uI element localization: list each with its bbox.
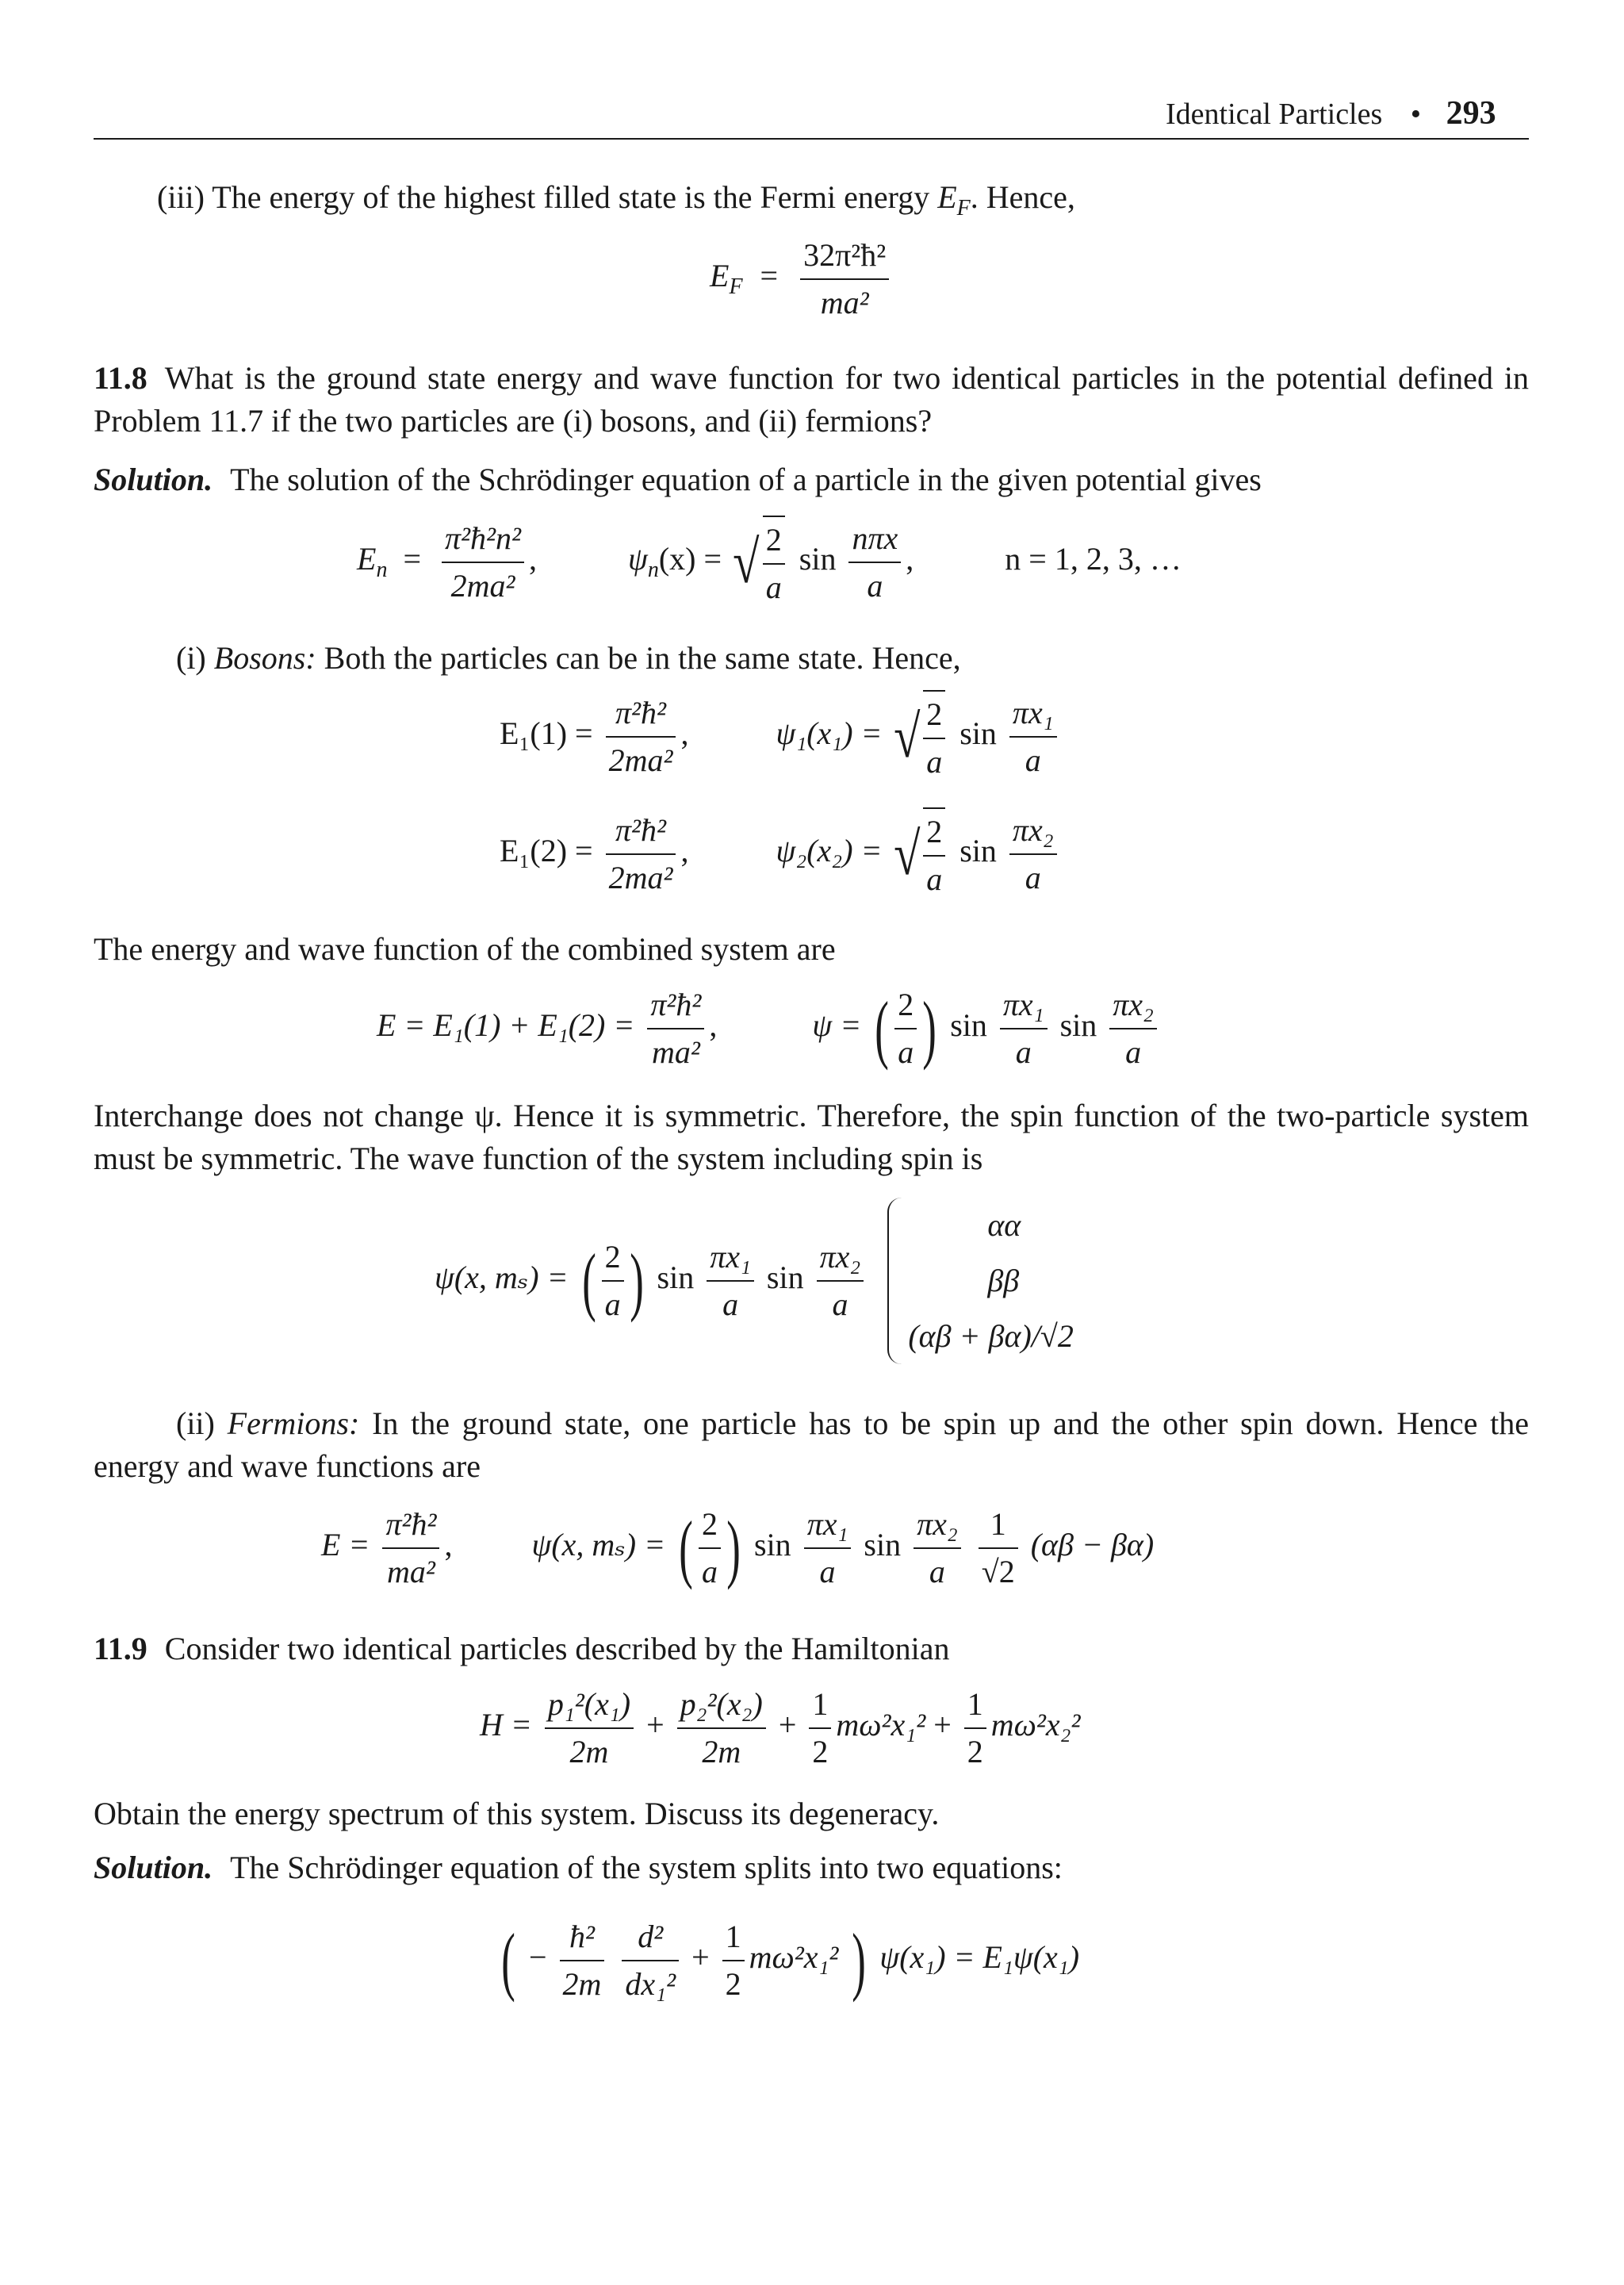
fraction: $\frac{\text{32π²ħ²}}{\text{ma²}}$: [800, 234, 889, 324]
header-title: Identical Particles: [1166, 98, 1383, 131]
solution-1: Solution. The solution of the Schrödinger equation of a particle in the given potential gives: [94, 462, 1262, 497]
equation-fermi-energy: $E_F$ = $\frac{\text{32π²ħ²}}{\text{ma²}}$: [710, 234, 894, 324]
equation-e1-1: E₁(1) = $\frac{\text{π²ħ²}}{\text{2ma²}}$ , ψ₁(x₁) = √ $\frac{2}{a}$ sin $\frac{\text{πx₁}}{a}$: [500, 690, 1062, 784]
header-bullet: •: [1410, 98, 1422, 131]
page-number: 293: [1446, 95, 1496, 132]
solution-label: Solution.: [94, 1850, 213, 1885]
equation-spin: ψ(x, mₛ) = ( $\frac{2}{a}$ ) sin $\frac{\text{πx₁}}{a}$ sin $\frac{\text{πx₂}}{a}$ αα ββ (αβ + βα)/√2: [435, 1198, 1074, 1364]
solution-2: Solution. The Schrödinger equation of the system splits into two equations:: [94, 1850, 1063, 1885]
problem-11-8: 11.8 What is the ground state energy and wave function for two identical particles in the potential defined in Problem 11.7 if the two particles are (i) bosons, and (ii) fermions?: [94, 360, 1529, 439]
equation-fermion: E = $\frac{\text{π²ħ²}}{\text{ma²}}$ , ψ(x, mₛ) = ( $\frac{2}{a}$ ) sin $\frac{\text{πx₁}}{a}$ sin $\frac{\text{πx₂}}{a}$ $\frac{1}{√2}$ (αβ − βα): [321, 1503, 1154, 1593]
fermions-text: (ii) Fermions: In the ground state, one particle has to be spin up and the other spin down. Hence the energy and wave functions are: [94, 1405, 1529, 1484]
equation-energy-levels: $E_n$ = $\frac{\text{π²ħ²n²}}{\text{2ma²}}$ , $\psi_n(x)$ = √ $\frac{2}{a}$ sin $\frac{\text{nπx}}{a}$ , n = 1, 2, 3, …: [357, 516, 1182, 609]
equation-schrodinger: ( − $\frac{\text{ħ²}}{2m}$ $\frac{\text{d²}}{\text{dx₁²}}$ + $\frac{1}{2}$ mω²x₁² ) ψ(x₁) = E₁ψ(x₁): [496, 1915, 1079, 2006]
problem-number: 11.8: [94, 360, 147, 396]
obtain-text: Obtain the energy spectrum of this system. Discuss its degeneracy.: [94, 1796, 940, 1831]
equation-e1-2: E₁(2) = $\frac{\text{π²ħ²}}{\text{2ma²}}$ , ψ₂(x₂) = √ $\frac{2}{a}$ sin $\frac{\text{πx₂}}{a}$: [500, 807, 1062, 901]
spin-cases: αα ββ (αβ + βα)/√2: [887, 1198, 1074, 1364]
solution-label: Solution.: [94, 462, 213, 497]
combined-text: The energy and wave function of the combined system are: [94, 931, 836, 967]
running-header: [1166, 91, 1496, 136]
interchange-text: Interchange does not change ψ. Hence it is symmetric. Therefore, the spin function of the two-particle system must be symmetric. The wave function of the system including spin is: [94, 1098, 1529, 1176]
equation-hamiltonian: H = $\frac{\text{p₁²(x₁)}}{2m}$ + $\frac{\text{p₂²(x₂)}}{2m}$ + $\frac{1}{2}$ mω²x₁² + $\frac{1}{2}$ mω²x₂²: [480, 1683, 1081, 1773]
problem-11-9: 11.9 Consider two identical particles described by the Hamiltonian: [94, 1631, 950, 1666]
header-rule: [94, 138, 1529, 140]
equation-combined: E = E₁(1) + E₁(2) = $\frac{\text{π²ħ²}}{\text{ma²}}$ , ψ = ( $\frac{2}{a}$ ) sin $\frac{\text{πx₁}}{a}$ sin $\frac{\text{πx₂}}{a}$: [377, 983, 1162, 1074]
paragraph-iii: (iii) The energy of the highest filled state is the Fermi energy $E_F$. Hence,: [157, 179, 1075, 220]
bosons-text: (i) Bosons: Both the particles can be in the same state. Hence,: [176, 640, 961, 676]
problem-number: 11.9: [94, 1631, 147, 1666]
